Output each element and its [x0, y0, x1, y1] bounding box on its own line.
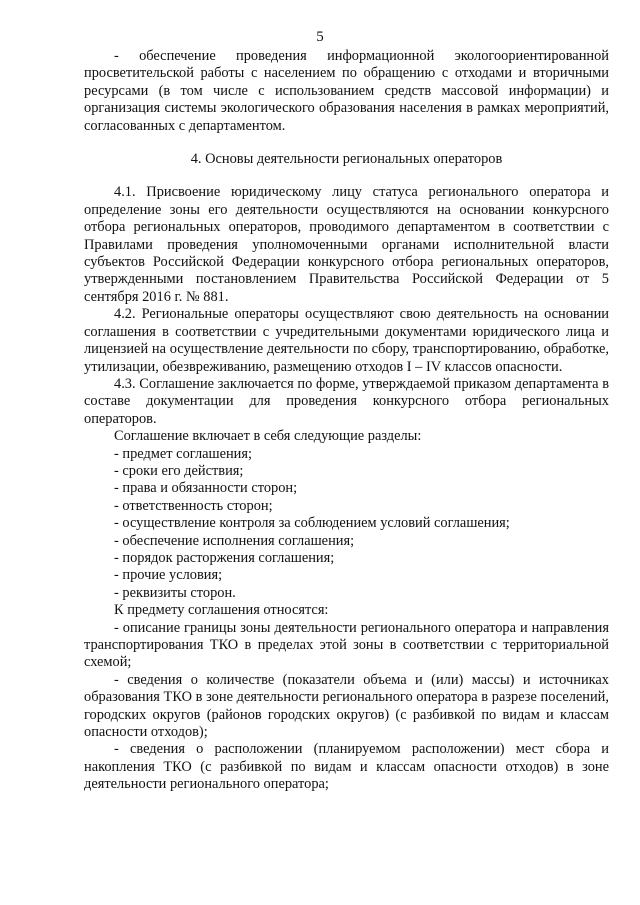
- list-item: - порядок расторжения соглашения;: [114, 549, 335, 566]
- agreement-sections-list: [84, 446, 609, 603]
- list-item: - осуществление контроля за соблюдением условий соглашения;: [114, 515, 510, 532]
- list-item: - сведения о расположении (планируемом расположении) мест сбора и накопления ТКО (с разбивкой по видам и классам опасности отходов) в зоне деятельности регионального оператора;: [84, 741, 609, 793]
- list-item: - ответственность сторон;: [114, 497, 273, 514]
- subject-intro: К предмету соглашения относятся:: [114, 602, 329, 619]
- list-item: - сведения о количестве (показатели объема и (или) массы) и источниках образования ТКО в зоне деятельности регионального оператора в разрезе поселений, городских округов (районов городских округов) (с разбивкой по видам и классам опасности отходов);: [84, 671, 609, 741]
- subject-items-list: [84, 620, 609, 794]
- paragraph-4-3: 4.3. Соглашение заключается по форме, утверждаемой приказом департамента в составе документации для проведения конкурсного отбора региональных операторов.: [84, 375, 609, 427]
- list-item: - обеспечение исполнения соглашения;: [114, 532, 355, 549]
- list-item: - предмет соглашения;: [114, 445, 252, 462]
- list-item: - сроки его действия;: [114, 462, 244, 479]
- section-heading: 4. Основы деятельности региональных операторов: [190, 151, 503, 168]
- document-body: [84, 48, 609, 794]
- page-number: 5: [316, 29, 324, 45]
- list-item: - прочие условия;: [114, 567, 223, 584]
- paragraph-4-2: 4.2. Региональные операторы осуществляют свою деятельность на основании соглашения в соответствии с учредительными документами юридического лица и лицензией на осуществление деятельности по сбору, транспортированию, обработке, утилизации, обезвреживанию, размещению отходов I – IV классов опасности.: [84, 306, 609, 375]
- agreement-sections-intro: Соглашение включает в себя следующие разделы:: [114, 428, 422, 445]
- list-item: - реквизиты сторон.: [114, 584, 236, 601]
- list-item: - права и обязанности сторон;: [114, 480, 298, 497]
- paragraph-4-1: 4.1. Присвоение юридическому лицу статуса регионального оператора и определение зоны его деятельности осуществляются на основании конкурсного отбора региональных операторов, проводимого департаментом в соответствии с Правилами проведения уполномоченными органами исполнительной власти субъектов Российской Федерации конкурсного отбора региональных операторов, утвержденными постановлением Правительства Российской Федерации от 5 сентября 2016 г. № 881.: [84, 184, 609, 305]
- intro-paragraph: - обеспечение проведения информационной экологоориентированной просветительской работы с населением по обращению с отходами и вторичными ресурсами (в том числе с использованием средств массовой информации) и организация системы экологического образования населения в рамках мероприятий, согласованных с департаментом.: [84, 48, 609, 134]
- list-item: - описание границы зоны деятельности регионального оператора и направления транспортирования ТКО в пределах этой зоны в соответствии с территориальной схемой;: [84, 619, 609, 671]
